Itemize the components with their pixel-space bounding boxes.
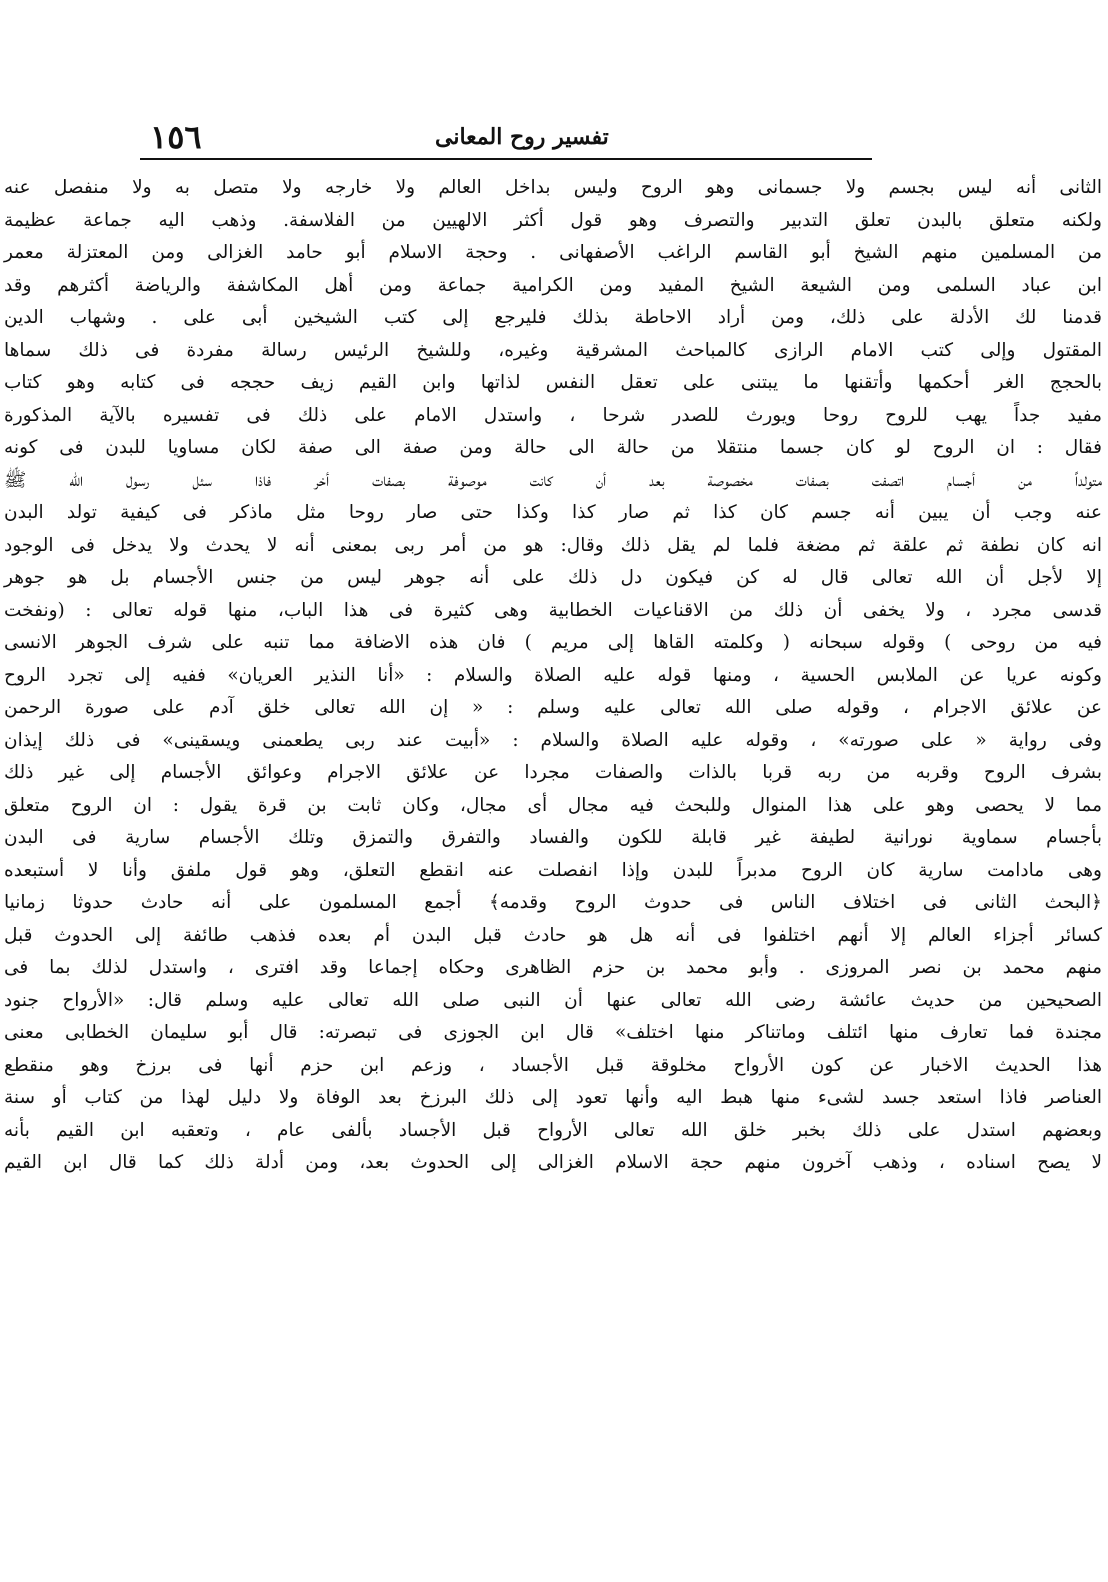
body-text bbox=[0, 172, 1106, 1552]
text-line: بشرف الروح وقربه من ربه قربا بالذات والصفات مجردا عن علائق الاجرام وعوائق الأجسام إلى غير ذلك bbox=[4, 762, 1102, 783]
text-line: قدسى مجرد ، ولا يخفى أن ذلك من الاقناعيات الخطابية وهى كثيرة فى هذا الباب، منها قوله تعالى : (ونفخت bbox=[4, 599, 1102, 621]
text-line: الصحيحين من حديث عائشة رضى الله تعالى عنها أن النبى صلى الله تعالى عليه وسلم قال: «الأرواح جنود bbox=[4, 989, 1102, 1011]
text-line: من المسلمين منهم الشيخ أبو القاسم الراغب الأصفهانى . وحجة الاسلام أبو حامد الغزالى ومن المعتزلة معمر bbox=[4, 242, 1102, 263]
text-line: وبعضهم استدل على ذلك بخبر خلق الله تعالى الأرواح قبل الأجساد بألفى عام ، وتعقبه ابن القيم بأنه bbox=[4, 1119, 1102, 1141]
text-line: إلا لأجل أن الله تعالى قال له كن فيكون دل ذلك على أنه جوهر ليس من جنس الأجسام بل هو جوهر bbox=[4, 567, 1102, 588]
page-header bbox=[150, 118, 880, 158]
text-line: قدمنا لك الأدلة على ذلك، ومن أراد الاحاطة بذلك فليرجع إلى كتب الشيخين أبى على . وشهاب الدين bbox=[4, 307, 1102, 328]
text-line: وهى مادامت سارية كان الروح مدبراً للبدن وإذا انفصلت عنه انقطع التعلق، وهو قول ملفق وأنا لا أستبعده bbox=[4, 859, 1102, 881]
text-line: ولكنه متعلق بالبدن تعلق التدبير والتصرف وهو قول أكثر الالهيين من الفلاسفة. وذهب اليه جماعة عظيمة bbox=[4, 209, 1102, 231]
page-number: ١٥٦ bbox=[150, 118, 202, 156]
text-line: فيه من روحى ) وقوله سبحانه ( وكلمته القاها إلى مريم ) فان هذه الاضافة مما تنبه على شرف الجوهر الانسى bbox=[4, 632, 1102, 653]
text-line: عن علائق الاجرام ، وقوله صلى الله تعالى عليه وسلم : « إن الله تعالى خلق آدم على صورة الرحمن bbox=[4, 697, 1102, 718]
running-title: تفسير روح المعانى bbox=[435, 124, 609, 150]
text-line: كسائر أجزاء العالم إلا أنهم اختلفوا فى أنه هل هو حادث قبل البدن أم بعده فذهب طائفة إلى الحدوث قبل bbox=[4, 924, 1102, 946]
text-line: فقال : ان الروح لو كان جسما منتقلا من حالة الى حالة ومن صفة الى صفة لكان مساويا للبدن فى كونه bbox=[4, 437, 1102, 458]
text-line: وكونه عريا عن الملابس الحسية ، ومنها قوله عليه الصلاة والسلام : «أنا النذير العريان» ففيه إلى تجرد الروح bbox=[4, 664, 1102, 686]
text-line: انه كان نطفة ثم علقة ثم مضغة فلما لم يقل ذلك وقال: هو من أمر ربى بمعنى أنه لا يحدث ولا يدخل فى الوجود bbox=[4, 534, 1102, 556]
text-line: مفيد جداً يهب للروح روحا ويورث للصدر شرحا ، واستدل الامام على ذلك فى تفسيره بالآية المذكورة bbox=[4, 404, 1102, 426]
text-line: متولداً من أجسام اتصفت بصفات مخصوصة بعد أن كانت موصوفة بصفات أخر فاذا سئل رسول الله ﷺ bbox=[4, 469, 1102, 491]
header-rule bbox=[140, 158, 872, 160]
text-line: هذا الحديث الاخبار عن كون الأرواح مخلوقة قبل الأجساد ، وزعم ابن حزم أنها فى برزخ وهو منقطع bbox=[4, 1054, 1102, 1076]
text-line: بالحجج الغر أحكمها وأتقنها ما يبتنى على تعقل النفس لذاتها وابن القيم زيف حججه فى كتابه وهو كتاب bbox=[4, 372, 1102, 393]
text-line: العناصر فاذا استعد جسد لشىء منها هبط اليه وأنها تعود إلى ذلك البرزخ بعد الوفاة ولا دليل لهذا من كتاب أو سنة bbox=[4, 1087, 1102, 1108]
text-line: منهم محمد بن نصر المروزى . وأبو محمد بن حزم الظاهرى وحكاه إجماعا وقد افترى ، واستدل لذلك بما فى bbox=[4, 957, 1102, 978]
section-heading-line: ﴿البحث الثانى فى اختلاف الناس فى حدوث الروح وقدمه﴾ أجمع المسلمون على أنه حادث حدوثا زمانيا bbox=[4, 892, 1102, 913]
text-line: المقتول وإلى كتب الامام الرازى كالمباحث المشرقية وغيره، وللشيخ الرئيس رسالة مفردة فى ذلك سماها bbox=[4, 339, 1102, 361]
text-line: لا يصح اسناده ، وذهب آخرون منهم حجة الاسلام الغزالى إلى الحدوث بعد، ومن أدلة ذلك كما قال ابن القيم bbox=[4, 1152, 1102, 1173]
text-line: ابن عباد السلمى ومن الشيعة الشيخ المفيد ومن الكرامية جماعة ومن أهل المكاشفة والرياضة أكثرهم وقد bbox=[4, 274, 1102, 296]
text-line: وفى رواية « على صورته» ، وقوله عليه الصلاة والسلام : «أبيت عند ربى يطعمنى ويسقينى» فى ذلك إيذان bbox=[4, 729, 1102, 751]
text-line: بأجسام سماوية نورانية لطيفة غير قابلة للكون والفساد والتفرق والتمزق وتلك الأجسام سارية فى البدن bbox=[4, 827, 1102, 848]
text-line: مما لا يحصى وهو على هذا المنوال وللبحث فيه مجال أى مجال، وكان ثابت بن قرة يقول : ان الروح متعلق bbox=[4, 794, 1102, 816]
text-line: مجندة فما تعارف منها ائتلف وماتناكر منها اختلف» قال ابن الجوزى فى تبصرته: قال أبو سليمان الخطابى معنى bbox=[4, 1022, 1102, 1043]
text-line: عنه وجب أن يبين أنه جسم كان كذا ثم صار كذا وكذا حتى صار روحا مثل ماذكر فى كيفية تولد البدن bbox=[4, 502, 1102, 523]
text-line: الثانى أنه ليس بجسم ولا جسمانى وهو الروح وليس بداخل العالم ولا خارجه ولا متصل به ولا منفصل عنه bbox=[4, 177, 1102, 198]
